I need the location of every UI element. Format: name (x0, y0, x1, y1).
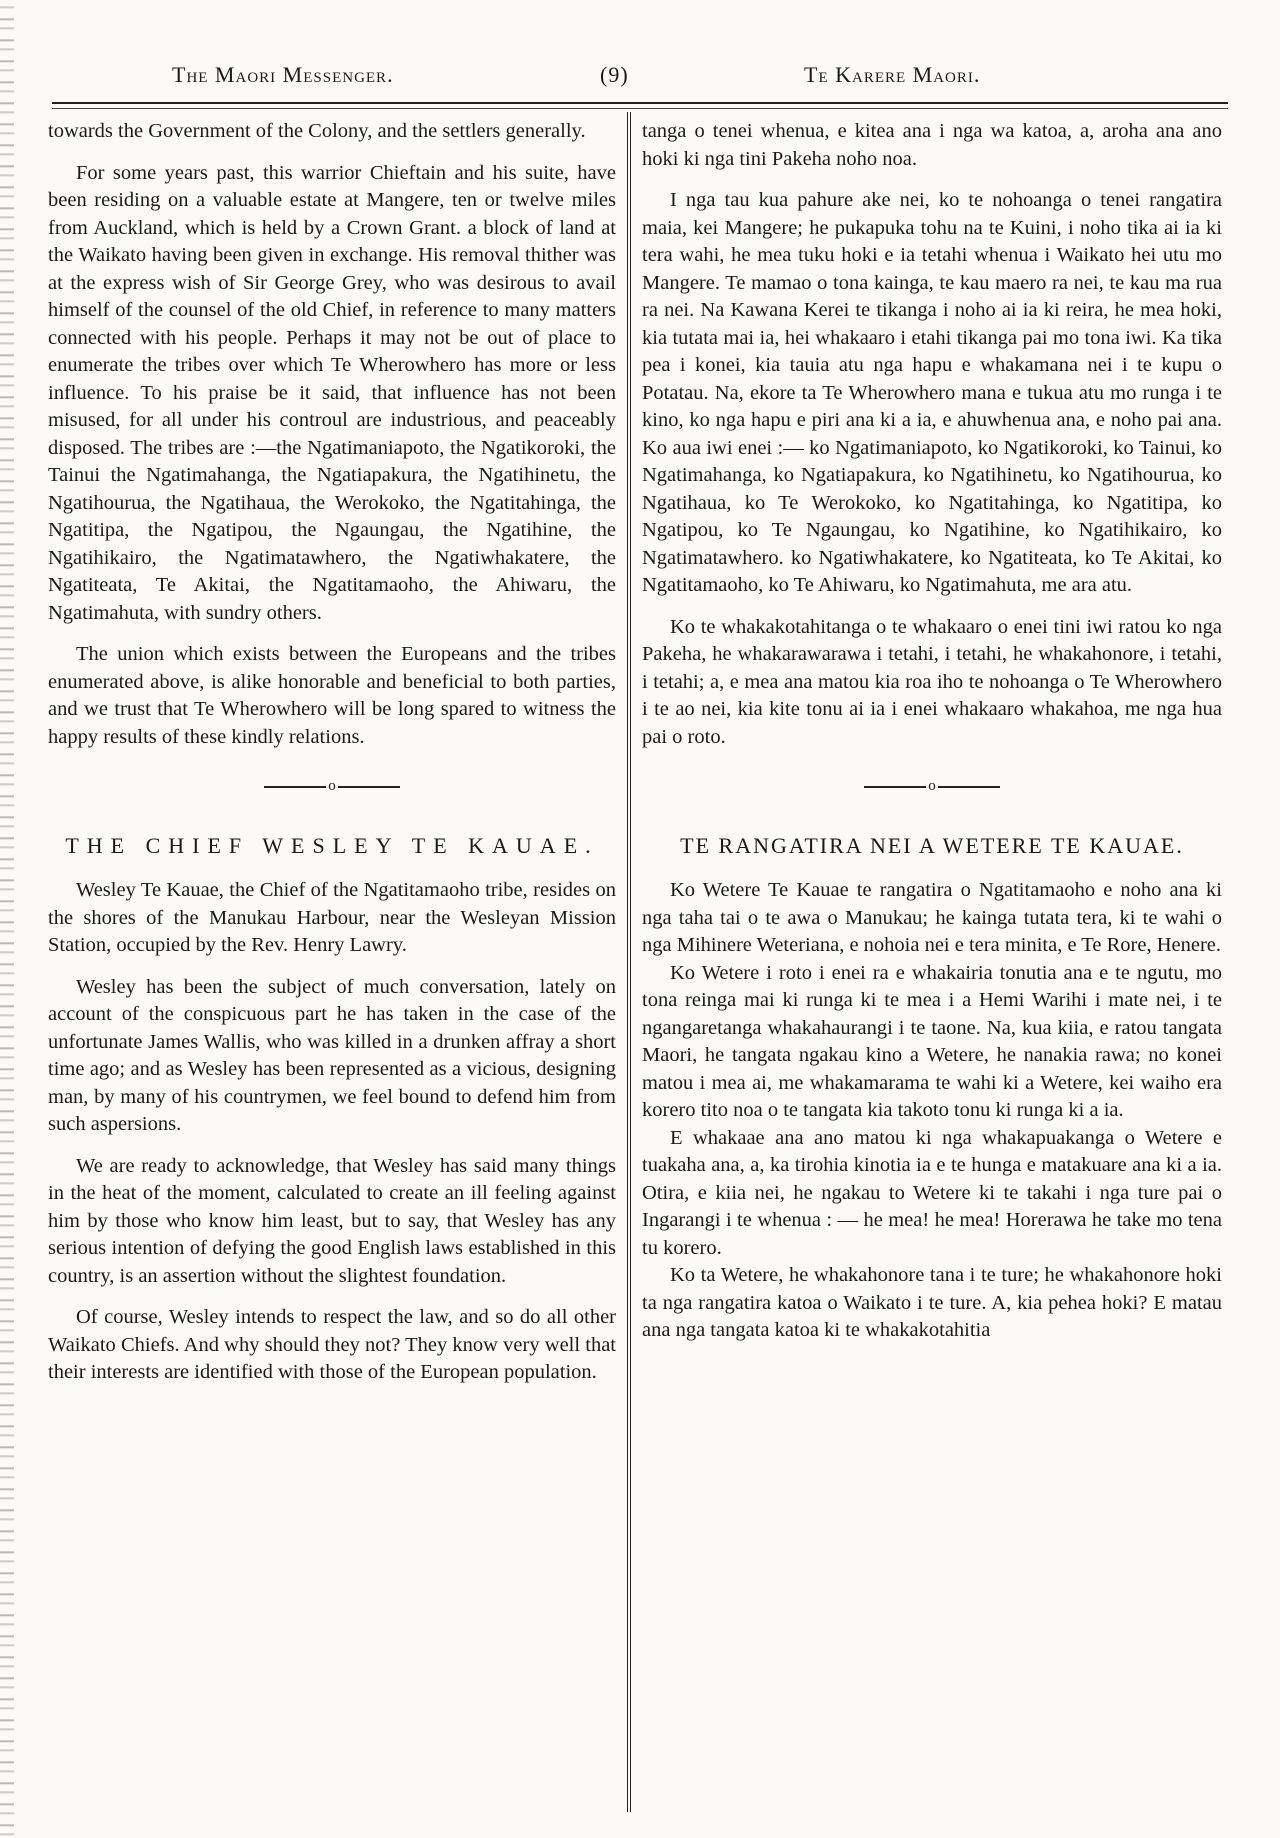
english-article-title: THE CHIEF WESLEY TE KAUAE. (65, 833, 599, 859)
maori-paragraph-wetere-intro: Ko Wetere Te Kauae te rangatira o Ngatitamaoho e noho ana ki nga taha tai o te awa o Manukau; he kainga tutata tera, ki te wahi o nga Mihinere Weteriana, e nohoia nei e tera minita, e Te Rore, Henere. (642, 879, 1222, 957)
separator-mark: o (928, 778, 936, 795)
maori-paragraph-wetere-talk: Ko Wetere i roto i enei ra e whakairia tonutia ana e te ngutu, mo tona reinga mai ki runga ki te mea i a Hemi Warihi i mate nei, i te ngangaretanga whakahaurangi i te taone. Na, kua kiia, e ratou tangata Maori, he tangata ngakau kino a Wetere, he nanakia rawa; no konei matou i mea ai, me whakamarama te wahi ki a Wetere, kei waiho era korero tito noa o te tangata kia takoto tonu ki runga ki a ia. (642, 961, 1222, 1122)
english-paragraph-wesley-intro: Wesley Te Kauae, the Chief of the Ngatitamaoho tribe, resides on the shores of the Manukau Harbour, near the Wesleyan Mission Station, occupied by the Rev. Henry Lawry. (48, 879, 616, 957)
maori-paragraph-continued: tanga o tenei whenua, e kitea ana i nga wa katoa, a, aroha ana ano hoki ki nga tini Pakeha noho noa. (642, 120, 1222, 170)
separator-line (864, 786, 926, 788)
page-header (52, 62, 1228, 96)
english-paragraph-continued: towards the Government of the Colony, and the settlers generally. (48, 120, 586, 142)
scan-edge-artifact (0, 0, 14, 1838)
header-maori-title: Te Karere Maori. (804, 62, 981, 87)
page-number: (9) (600, 62, 629, 87)
english-paragraph-tribes: For some years past, this warrior Chieftain and his suite, have been residing on a valuable estate at Mangere, ten or twelve miles from Auckland, which is held by a Crown Grant. a block of land at the Waikato having been given in exchange. His removal thither was at the express wish of Sir George Grey, who was desirous to avail himself of the counsel of the old Chief, in reference to many matters connected with his people. Perhaps it may not be out of place to enumerate the tribes over which Te Wherowhero has more or less influence. To his praise be it said, that influence has not been misused, for all under his controul are industrious, and peaceably disposed. The tribes are :—the Ngatimaniapoto, the Ngatikoroki, the Tainui the Ngatimahanga, the Ngatiapakura, the Ngatihinetu, the Ngatihourua, the Ngatihaua, the Werokoko, the Ngatitahinga, the Ngatitipa, the Ngatipou, the Ngaungau, the Ngatihine, the Ngatihikairo, the Ngatimatawhero, the Ngatiwhakatere, the Ngatiteata, Te Akitai, the Ngatitamaoho, the Ahiwaru, the Ngatimahuta, with sundry others. (48, 161, 616, 624)
maori-column (642, 118, 1222, 1345)
header-rule-thin (52, 108, 1228, 109)
maori-paragraph-wetere-acknowledge: E whakaae ana ano matou ki nga whakapuakanga o Wetere e tuakaha ana, a, ka tirohia kinotia ia e te hunga e matakuare ana ki a ia. Otira, e kiia nei, he ngakau to Wetere ki te takahi i nga ture pai o Ingarangi i te whenua : — he mea! he mea! Horerawa he take mo tena tu korero. (642, 1126, 1222, 1259)
english-column (48, 118, 616, 1387)
maori-paragraph-union: Ko te whakakotahitanga o te whakaaro o enei tini iwi ratou ko nga Pakeha, he whakarawarawa i tetahi, i tetahi, he whakahonore, i tetahi, i tetahi; a, e mea ana matou kia roa iho te nohoanga o Te Wherowhero i te ao nei, kia kite tonu ai ia i enei whakaaro whakahoa, me nga hua pai o roto. (642, 615, 1222, 748)
english-paragraph-wesley-acknowledge: We are ready to acknowledge, that Wesley has said many things in the heat of the moment, calculated to create an ill feeling against him by those who know him least, but to say, that Wesley has any serious intention of defying the good English laws established in this country, is an assertion without the slightest foundation. (48, 1154, 616, 1287)
maori-article-title: TE RANGATIRA NEI A WETERE TE KAUAE. (680, 833, 1184, 859)
maori-paragraph-tribes: I nga tau kua pahure ake nei, ko te nohoanga o tenei rangatira maia, kei Mangere; he pukapuka tohu na te Kuini, i noho tika ai ia ki tera wahi, he mea tuku hoki e ia tetahi whenua i Waikato hei utu mo Mangere. Te mamao o tona kainga, te kau maero ra nei, te kau ma rua ra nei. Na Kawana Kerei te tikanga i noho ai ia ki reira, he mea hoki, kia tutata mai ia, hei whakaaro i etahi tikanga pai mo tona iwi. Ka tika pea i konei, kia tauia atu nga hapu e whakamana nei i te kupu o Potatau. Na, ekore ta Te Wherowhero mana e tukua atu mo runga i te kino, ko nga hapu e piri ana ki a ia, e ahuwhenua ana, e noho pai ana. Ko aua iwi enei :— ko Ngatimaniapoto, ko Ngatikoroki, ko Tainui, ko Ngatimahanga, ko Ngatiapakura, ko Ngatihinetu, ko Ngatihourua, ko Ngatihaua, ko Te Werokoko, ko Ngatitahinga, ko Ngatitipa, ko Ngatipou, ko Te Ngaungau, ko Ngatihine, ko Ngatihikairo, ko Ngatimatawhero. ko Ngatiwhakatere, ko Ngatiteata, ko Te Akitai, ko Ngatitamaoho, ko Te Ahiwaru, ko Ngatimahuta, me ara atu. (642, 189, 1222, 596)
header-english-title: The Maori Messenger. (172, 62, 394, 87)
separator-line (938, 786, 1000, 788)
separator-line (338, 786, 400, 788)
english-paragraph-union: The union which exists between the Europeans and the tribes enumerated above, is alike honorable and beneficial to both parties, and we trust that Te Wherowhero will be long spared to witness the happy results of these kindly relations. (48, 643, 616, 748)
separator-line (264, 786, 326, 788)
separator-mark: o (328, 778, 336, 795)
section-separator (642, 779, 1222, 794)
english-paragraph-wesley-law: Of course, Wesley intends to respect the law, and so do all other Waikato Chiefs. And why should they not? They know very well that their interests are identified with those of the European population. (48, 1306, 616, 1384)
section-separator (48, 779, 616, 794)
column-divider (627, 112, 631, 1812)
header-rule-thick (52, 102, 1228, 104)
maori-paragraph-wetere-law: Ko ta Wetere, he whakahonore tana i te ture; he whakahonore hoki ta nga rangatira katoa o Waikato i te ture. A, kia pehea hoki? E matau ana nga tangata katoa ki te whakakotahitia (642, 1264, 1222, 1342)
english-paragraph-wesley-conversation: Wesley has been the subject of much conversation, lately on account of the conspicuous part he has taken in the case of the unfortunate James Wallis, who was killed in a drunken affray a short time ago; and as Wesley has been represented as a vicious, designing man, by many of his countrymen, we feel bound to defend him from such aspersions. (48, 975, 616, 1136)
